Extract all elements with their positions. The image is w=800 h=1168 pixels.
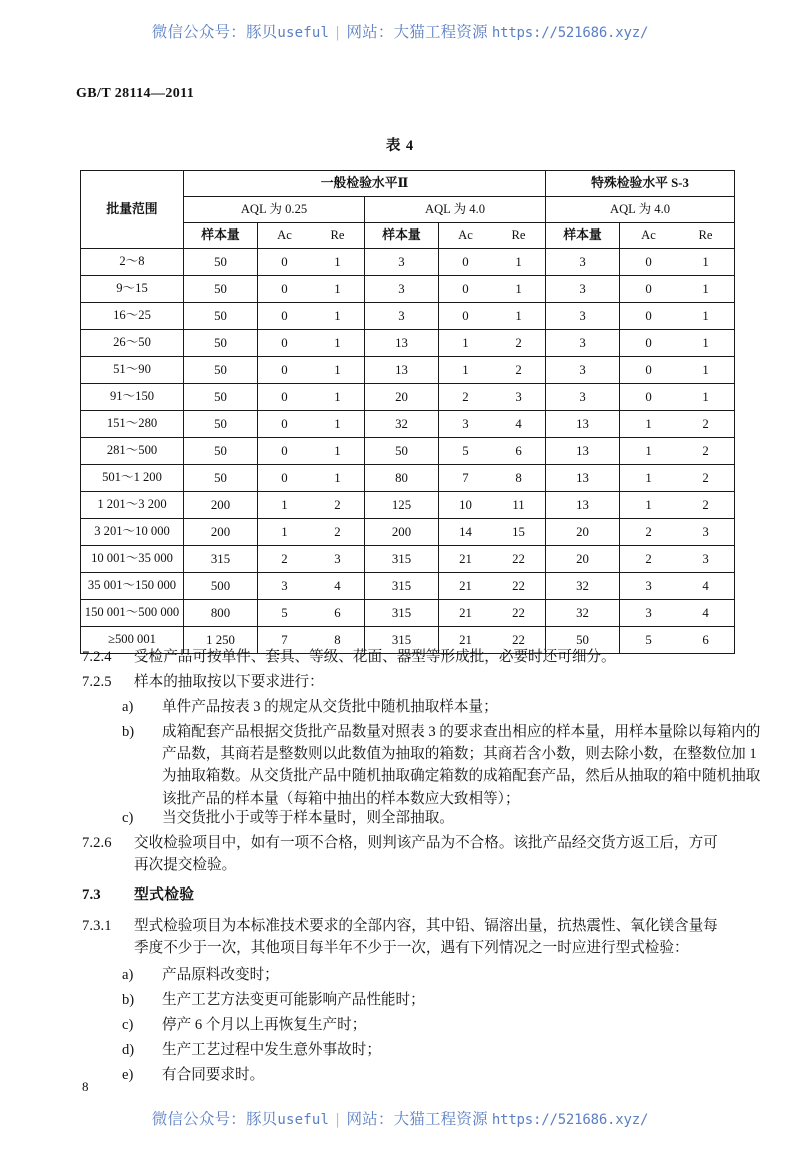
table-header-acre-2	[439, 223, 546, 249]
table-row	[81, 249, 735, 276]
cell-re2: 22	[512, 551, 525, 566]
clause-text: 样本的抽取按以下要求进行：	[134, 674, 324, 690]
watermark-url: https://521686.xyz/	[491, 25, 649, 41]
cell-n1: 50	[184, 357, 258, 384]
cell-n1: 50	[184, 438, 258, 465]
table-header-ac-3: Ac	[641, 227, 656, 242]
clause-7-2-5	[82, 671, 732, 693]
cell-ac1: 0	[281, 335, 288, 350]
cell-n2: 13	[365, 357, 439, 384]
clause-7-2-6	[82, 832, 732, 876]
cell-ac1: 3	[281, 578, 288, 593]
watermark-bottom	[0, 1107, 800, 1129]
cell-range: 16～25	[81, 303, 184, 330]
list-item-7-3-1-d	[82, 1039, 772, 1061]
table-row	[81, 303, 735, 330]
table-row	[81, 546, 735, 573]
cell-acre-1	[258, 519, 365, 546]
list-item-7-2-5-a	[82, 696, 772, 718]
list-marker: d)	[122, 1042, 135, 1058]
cell-ac1: 0	[281, 308, 288, 323]
table-header-aql-40-special: AQL 为 4.0	[546, 197, 735, 223]
clause-number: 7.2.6	[82, 835, 112, 851]
cell-ac2: 5	[462, 443, 469, 458]
cell-re1: 3	[334, 551, 341, 566]
cell-re3: 2	[702, 443, 709, 458]
cell-n3: 3	[546, 303, 620, 330]
cell-ac2: 21	[459, 578, 472, 593]
table-header-aql-025: AQL 为 0.25	[184, 197, 365, 223]
cell-range: 26～50	[81, 330, 184, 357]
cell-re1: 6	[334, 605, 341, 620]
table-row	[81, 465, 735, 492]
cell-ac1: 0	[281, 389, 288, 404]
cell-n3: 3	[546, 249, 620, 276]
cell-re3: 3	[702, 524, 709, 539]
cell-re1: 1	[334, 281, 341, 296]
cell-ac2: 0	[462, 254, 469, 269]
cell-ac3: 3	[645, 578, 652, 593]
list-item-7-3-1-c	[82, 1014, 772, 1036]
cell-acre-2	[439, 330, 546, 357]
cell-re1: 1	[334, 443, 341, 458]
cell-ac3: 0	[645, 335, 652, 350]
list-marker: e)	[122, 1067, 134, 1083]
table-row	[81, 384, 735, 411]
cell-acre-3	[620, 330, 735, 357]
cell-range: 151～280	[81, 411, 184, 438]
list-marker: a)	[122, 699, 134, 715]
cell-re2: 15	[512, 524, 525, 539]
cell-ac3: 1	[645, 443, 652, 458]
cell-range: 3 201～10 000	[81, 519, 184, 546]
cell-acre-2	[439, 546, 546, 573]
cell-n3: 32	[546, 600, 620, 627]
cell-re1: 2	[334, 497, 341, 512]
list-item-text: 产品原料改变时；	[162, 967, 279, 983]
cell-n1: 50	[184, 276, 258, 303]
watermark-wechat-label: 微信公众号：	[151, 24, 246, 41]
list-item-text: 当交货批小于或等于样本量时，则全部抽取。	[162, 810, 454, 826]
cell-re3: 2	[702, 470, 709, 485]
cell-n2: 125	[365, 492, 439, 519]
cell-n2: 315	[365, 546, 439, 573]
cell-re3: 1	[702, 389, 709, 404]
cell-re1: 1	[334, 416, 341, 431]
table-header-batch-range: 批量范围	[81, 171, 184, 249]
cell-range: 150 001～500 000	[81, 600, 184, 627]
cell-re1: 1	[334, 389, 341, 404]
cell-acre-2	[439, 249, 546, 276]
cell-re3: 1	[702, 335, 709, 350]
watermark-separator: |	[336, 24, 340, 41]
cell-re2: 1	[515, 308, 522, 323]
list-item-7-2-5-b	[82, 721, 772, 810]
watermark-separator: |	[336, 1111, 340, 1128]
list-item-7-3-1-e	[82, 1064, 772, 1086]
cell-ac1: 0	[281, 443, 288, 458]
cell-range: 35 001～150 000	[81, 573, 184, 600]
cell-re3: 3	[702, 551, 709, 566]
cell-n3: 3	[546, 330, 620, 357]
list-marker: b)	[122, 724, 135, 740]
cell-acre-3	[620, 411, 735, 438]
cell-n3: 13	[546, 465, 620, 492]
table-header-ac-2: Ac	[458, 227, 473, 242]
cell-n3: 13	[546, 411, 620, 438]
list-item-text: 有合同要求时。	[162, 1067, 265, 1083]
table-row	[81, 411, 735, 438]
cell-ac3: 0	[645, 389, 652, 404]
cell-re3: 1	[702, 254, 709, 269]
cell-re2: 22	[512, 632, 525, 647]
cell-ac1: 0	[281, 470, 288, 485]
cell-re2: 3	[515, 389, 522, 404]
cell-ac2: 0	[462, 281, 469, 296]
cell-ac3: 1	[645, 416, 652, 431]
table-header-group-special: 特殊检验水平 S-3	[546, 171, 735, 197]
cell-acre-1	[258, 384, 365, 411]
cell-ac2: 1	[462, 335, 469, 350]
cell-acre-1	[258, 357, 365, 384]
list-item-text: 单件产品按表 3 的规定从交货批中随机抽取样本量；	[162, 699, 498, 715]
cell-acre-2	[439, 465, 546, 492]
cell-ac1: 0	[281, 362, 288, 377]
clause-text: 受检产品可按单件、套具、等级、花面、器型等形成批，必要时还可细分。	[134, 649, 616, 665]
watermark-url: https://521686.xyz/	[491, 1112, 649, 1128]
cell-n1: 1 250	[184, 627, 258, 654]
cell-acre-1	[258, 411, 365, 438]
cell-n1: 500	[184, 573, 258, 600]
cell-ac1: 7	[281, 632, 288, 647]
cell-re3: 2	[702, 416, 709, 431]
cell-re3: 1	[702, 308, 709, 323]
table-row	[81, 492, 735, 519]
watermark-wechat-name-latin: useful	[277, 25, 330, 41]
cell-acre-1	[258, 276, 365, 303]
list-item-7-3-1-b	[82, 989, 772, 1011]
cell-acre-2	[439, 276, 546, 303]
list-item-text: 生产工艺方法变更可能影响产品性能时；	[162, 992, 425, 1008]
cell-n2: 315	[365, 573, 439, 600]
clause-text: 型式检验项目为本标准技术要求的全部内容，其中铅、镉溶出量，抗热震性、氧化镁含量每季度不少于一次，其他项目每半年不少于一次，遇有下列情况之一时应进行型式检验：	[134, 918, 718, 957]
cell-acre-3	[620, 303, 735, 330]
cell-n1: 200	[184, 492, 258, 519]
table-row	[81, 357, 735, 384]
table-header-sample-size-1: 样本量	[184, 223, 258, 249]
list-marker: b)	[122, 992, 135, 1008]
section-title: 型式检验	[134, 887, 195, 903]
cell-re3: 1	[702, 281, 709, 296]
cell-acre-3	[620, 276, 735, 303]
cell-acre-3	[620, 357, 735, 384]
cell-ac3: 2	[645, 551, 652, 566]
clause-7-2-4	[82, 646, 732, 668]
table-row	[81, 438, 735, 465]
cell-acre-3	[620, 492, 735, 519]
list-item-text: 成箱配套产品根据交货批产品数量对照表 3 的要求查出相应的样本量，用样本量除以每箱内的产品数，其商若是整数则以此数值为抽取的箱数；其商若含小数，则去除小数，在整数位加 1 为抽取箱数。从交货批产品中随机抽取确定箱数的成箱配套产品，然后从抽取的箱中随机抽取该批产品的样本量（每箱中抽出的样本数应大致相等）；	[162, 724, 761, 807]
cell-n2: 32	[365, 411, 439, 438]
list-item-text: 停产 6 个月以上再恢复生产时；	[162, 1017, 367, 1033]
cell-re3: 4	[702, 605, 709, 620]
cell-n2: 50	[365, 438, 439, 465]
cell-acre-1	[258, 330, 365, 357]
table-header-acre-3	[620, 223, 735, 249]
cell-range: 501～1 200	[81, 465, 184, 492]
list-item-7-3-1-a	[82, 964, 772, 986]
cell-acre-3	[620, 465, 735, 492]
cell-n3: 3	[546, 276, 620, 303]
cell-acre-2	[439, 384, 546, 411]
cell-re2: 2	[515, 335, 522, 350]
cell-re2: 4	[515, 416, 522, 431]
cell-n2: 315	[365, 600, 439, 627]
table-header-acre-1	[258, 223, 365, 249]
page-number: 8	[82, 1079, 89, 1094]
watermark-wechat-name-latin: useful	[277, 1112, 330, 1128]
table-row	[81, 330, 735, 357]
cell-n3: 3	[546, 357, 620, 384]
cell-n1: 200	[184, 519, 258, 546]
cell-ac1: 5	[281, 605, 288, 620]
cell-ac3: 1	[645, 470, 652, 485]
cell-range: 2～8	[81, 249, 184, 276]
cell-acre-1	[258, 303, 365, 330]
cell-acre-2	[439, 438, 546, 465]
clause-number: 7.2.4	[82, 649, 112, 665]
cell-ac1: 1	[281, 524, 288, 539]
cell-n1: 50	[184, 303, 258, 330]
cell-range: ≥500 001	[81, 627, 184, 654]
table-header-sample-size-3: 样本量	[546, 223, 620, 249]
table-header-sample-size-2: 样本量	[365, 223, 439, 249]
cell-re1: 8	[334, 632, 341, 647]
cell-re2: 8	[515, 470, 522, 485]
cell-acre-3	[620, 546, 735, 573]
cell-acre-1	[258, 492, 365, 519]
cell-ac2: 10	[459, 497, 472, 512]
cell-n2: 315	[365, 627, 439, 654]
cell-re2: 11	[512, 497, 525, 512]
cell-n2: 13	[365, 330, 439, 357]
cell-acre-2	[439, 411, 546, 438]
cell-acre-3	[620, 384, 735, 411]
cell-re2: 6	[515, 443, 522, 458]
table-body	[81, 249, 735, 654]
cell-re3: 6	[702, 632, 709, 647]
cell-ac2: 21	[459, 605, 472, 620]
table-header-row-level1	[81, 171, 735, 197]
cell-ac3: 0	[645, 362, 652, 377]
cell-ac1: 0	[281, 281, 288, 296]
cell-n3: 20	[546, 519, 620, 546]
cell-n1: 50	[184, 465, 258, 492]
cell-ac3: 1	[645, 497, 652, 512]
cell-ac3: 5	[645, 632, 652, 647]
cell-acre-2	[439, 492, 546, 519]
clause-text: 交收检验项目中，如有一项不合格，则判该产品为不合格。该批产品经交货方返工后，方可再次提交检验。	[134, 835, 718, 874]
cell-ac2: 14	[459, 524, 472, 539]
table-header-re-3: Re	[698, 227, 713, 242]
cell-acre-1	[258, 546, 365, 573]
cell-re2: 22	[512, 578, 525, 593]
cell-ac3: 0	[645, 308, 652, 323]
cell-re3: 1	[702, 362, 709, 377]
table-header-re-1: Re	[330, 227, 345, 242]
cell-acre-2	[439, 303, 546, 330]
watermark-wechat-name-cn: 豚贝	[245, 24, 278, 41]
cell-acre-3	[620, 438, 735, 465]
cell-n2: 80	[365, 465, 439, 492]
cell-re2: 22	[512, 605, 525, 620]
cell-re1: 4	[334, 578, 341, 593]
cell-n1: 315	[184, 546, 258, 573]
table-header-group-general: 一般检验水平Ⅱ	[184, 171, 546, 197]
cell-acre-3	[620, 519, 735, 546]
watermark-site-label: 网站：	[346, 1111, 394, 1128]
cell-acre-1	[258, 249, 365, 276]
watermark-site-name: 大猫工程资源	[393, 1111, 488, 1128]
cell-re2: 1	[515, 281, 522, 296]
cell-ac1: 0	[281, 254, 288, 269]
list-marker: c)	[122, 1017, 134, 1033]
cell-re3: 2	[702, 497, 709, 512]
cell-n2: 20	[365, 384, 439, 411]
cell-acre-2	[439, 519, 546, 546]
cell-ac1: 0	[281, 416, 288, 431]
cell-n2: 3	[365, 276, 439, 303]
cell-range: 91～150	[81, 384, 184, 411]
table-header-re-2: Re	[511, 227, 526, 242]
cell-n3: 13	[546, 492, 620, 519]
cell-acre-3	[620, 600, 735, 627]
watermark-wechat-name-cn: 豚贝	[245, 1111, 278, 1128]
sampling-plan-table	[80, 170, 735, 654]
cell-n2: 3	[365, 249, 439, 276]
cell-re3: 4	[702, 578, 709, 593]
cell-range: 10 001～35 000	[81, 546, 184, 573]
section-number: 7.3	[82, 887, 101, 903]
cell-range: 1 201～3 200	[81, 492, 184, 519]
cell-re1: 1	[334, 362, 341, 377]
cell-acre-1	[258, 573, 365, 600]
cell-ac2: 21	[459, 551, 472, 566]
cell-ac3: 3	[645, 605, 652, 620]
cell-ac1: 2	[281, 551, 288, 566]
cell-n1: 800	[184, 600, 258, 627]
cell-n1: 50	[184, 411, 258, 438]
cell-n2: 3	[365, 303, 439, 330]
list-marker: c)	[122, 810, 134, 826]
cell-ac2: 2	[462, 389, 469, 404]
cell-n3: 20	[546, 546, 620, 573]
table-row	[81, 600, 735, 627]
cell-ac3: 0	[645, 281, 652, 296]
clause-7-3-1	[82, 915, 732, 959]
clause-number: 7.3.1	[82, 918, 112, 934]
table-header	[81, 171, 735, 249]
table-row	[81, 573, 735, 600]
table-row	[81, 276, 735, 303]
cell-ac2: 3	[462, 416, 469, 431]
cell-range: 9～15	[81, 276, 184, 303]
cell-n3: 32	[546, 573, 620, 600]
table-caption: 表 4	[385, 138, 415, 154]
section-heading-7-3	[82, 884, 732, 906]
cell-acre-2	[439, 600, 546, 627]
cell-range: 281～500	[81, 438, 184, 465]
list-item-7-2-5-c	[82, 807, 772, 829]
table-header-aql-40-general: AQL 为 4.0	[365, 197, 546, 223]
list-marker: a)	[122, 967, 134, 983]
cell-re2: 2	[515, 362, 522, 377]
list-item-text: 生产工艺过程中发生意外事故时；	[162, 1042, 381, 1058]
cell-re1: 1	[334, 254, 341, 269]
cell-acre-2	[439, 357, 546, 384]
cell-ac1: 1	[281, 497, 288, 512]
cell-n1: 50	[184, 384, 258, 411]
cell-ac2: 1	[462, 362, 469, 377]
cell-range: 51～90	[81, 357, 184, 384]
cell-acre-3	[620, 573, 735, 600]
cell-acre-3	[620, 249, 735, 276]
watermark-top	[0, 20, 800, 42]
cell-acre-1	[258, 465, 365, 492]
cell-re1: 1	[334, 308, 341, 323]
table-row	[81, 519, 735, 546]
cell-acre-1	[258, 438, 365, 465]
cell-re1: 2	[334, 524, 341, 539]
watermark-site-label: 网站：	[346, 24, 394, 41]
standard-number: GB/T 28114—2011	[76, 86, 195, 101]
table-header-ac-1: Ac	[277, 227, 292, 242]
cell-ac3: 0	[645, 254, 652, 269]
cell-ac3: 2	[645, 524, 652, 539]
cell-n1: 50	[184, 330, 258, 357]
cell-re1: 1	[334, 335, 341, 350]
cell-n2: 200	[365, 519, 439, 546]
cell-n1: 50	[184, 249, 258, 276]
cell-acre-1	[258, 600, 365, 627]
cell-ac2: 7	[462, 470, 469, 485]
watermark-site-name: 大猫工程资源	[393, 24, 488, 41]
cell-n3: 13	[546, 438, 620, 465]
cell-acre-2	[439, 573, 546, 600]
cell-re1: 1	[334, 470, 341, 485]
cell-ac2: 0	[462, 308, 469, 323]
cell-n3: 3	[546, 384, 620, 411]
cell-ac2: 21	[459, 632, 472, 647]
clause-number: 7.2.5	[82, 674, 112, 690]
watermark-wechat-label: 微信公众号：	[151, 1111, 246, 1128]
cell-re2: 1	[515, 254, 522, 269]
cell-n3: 50	[546, 627, 620, 654]
